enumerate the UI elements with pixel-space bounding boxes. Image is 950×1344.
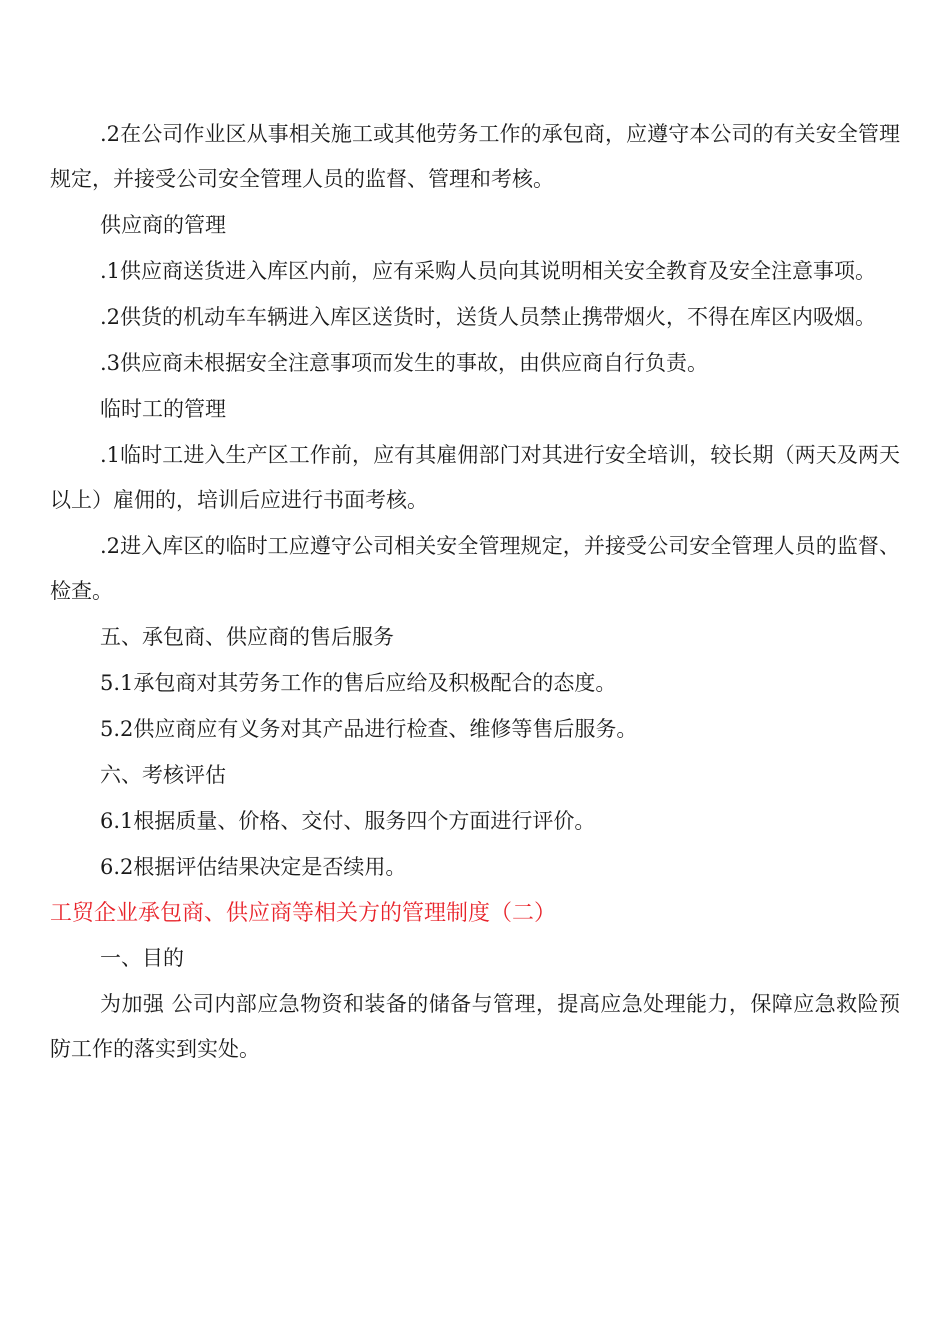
paragraph-purpose: 为加强 公司内部应急物资和装备的储备与管理，提高应急处理能力，保障应急救险预防工作的落实到实处。: [50, 992, 900, 1061]
paragraph-supplier-vehicles: .2供货的机动车车辆进入库区送货时，送货人员禁止携带烟火，不得在库区内吸烟。: [100, 305, 877, 329]
paragraph-supplier-delivery: .1供应商送货进入库区内前，应有采购人员向其说明相关安全教育及安全注意事项。: [100, 259, 877, 283]
paragraph-after-sales-1: 5.1承包商对其劳务工作的售后应给及积极配合的态度。: [100, 671, 617, 695]
paragraph-temp-worker-rules: .2进入库区的临时工应遵守公司相关安全管理规定，并接受公司安全管理人员的监督、检查。: [50, 534, 900, 603]
paragraph-contractor-rules: .2在公司作业区从事相关施工或其他劳务工作的承包商，应遵守本公司的有关安全管理规定，并接受公司安全管理人员的监督、管理和考核。: [50, 122, 900, 191]
paragraph-assessment-1: 6.1根据质量、价格、交付、服务四个方面进行评价。: [100, 809, 596, 833]
paragraph-temp-worker-training: .1临时工进入生产区工作前，应有其雇佣部门对其进行安全培训，较长期（两天及两天以上）雇佣的，培训后应进行书面考核。: [50, 443, 900, 512]
paragraph-after-sales-2: 5.2供应商应有义务对其产品进行检查、维修等售后服务。: [100, 717, 638, 741]
heading-purpose: 一、目的: [100, 946, 184, 970]
heading-temp-worker-management: 临时工的管理: [100, 397, 226, 421]
heading-assessment: 六、考核评估: [100, 763, 226, 787]
document-body: [50, 112, 900, 1073]
heading-after-sales: 五、承包商、供应商的售后服务: [100, 625, 394, 649]
section-title: 工贸企业承包商、供应商等相关方的管理制度（二）: [50, 901, 557, 926]
paragraph-supplier-liability: .3供应商未根据安全注意事项而发生的事故，由供应商自行负责。: [100, 351, 709, 375]
heading-supplier-management: 供应商的管理: [100, 213, 226, 237]
paragraph-assessment-2: 6.2根据评估结果决定是否续用。: [100, 855, 407, 879]
